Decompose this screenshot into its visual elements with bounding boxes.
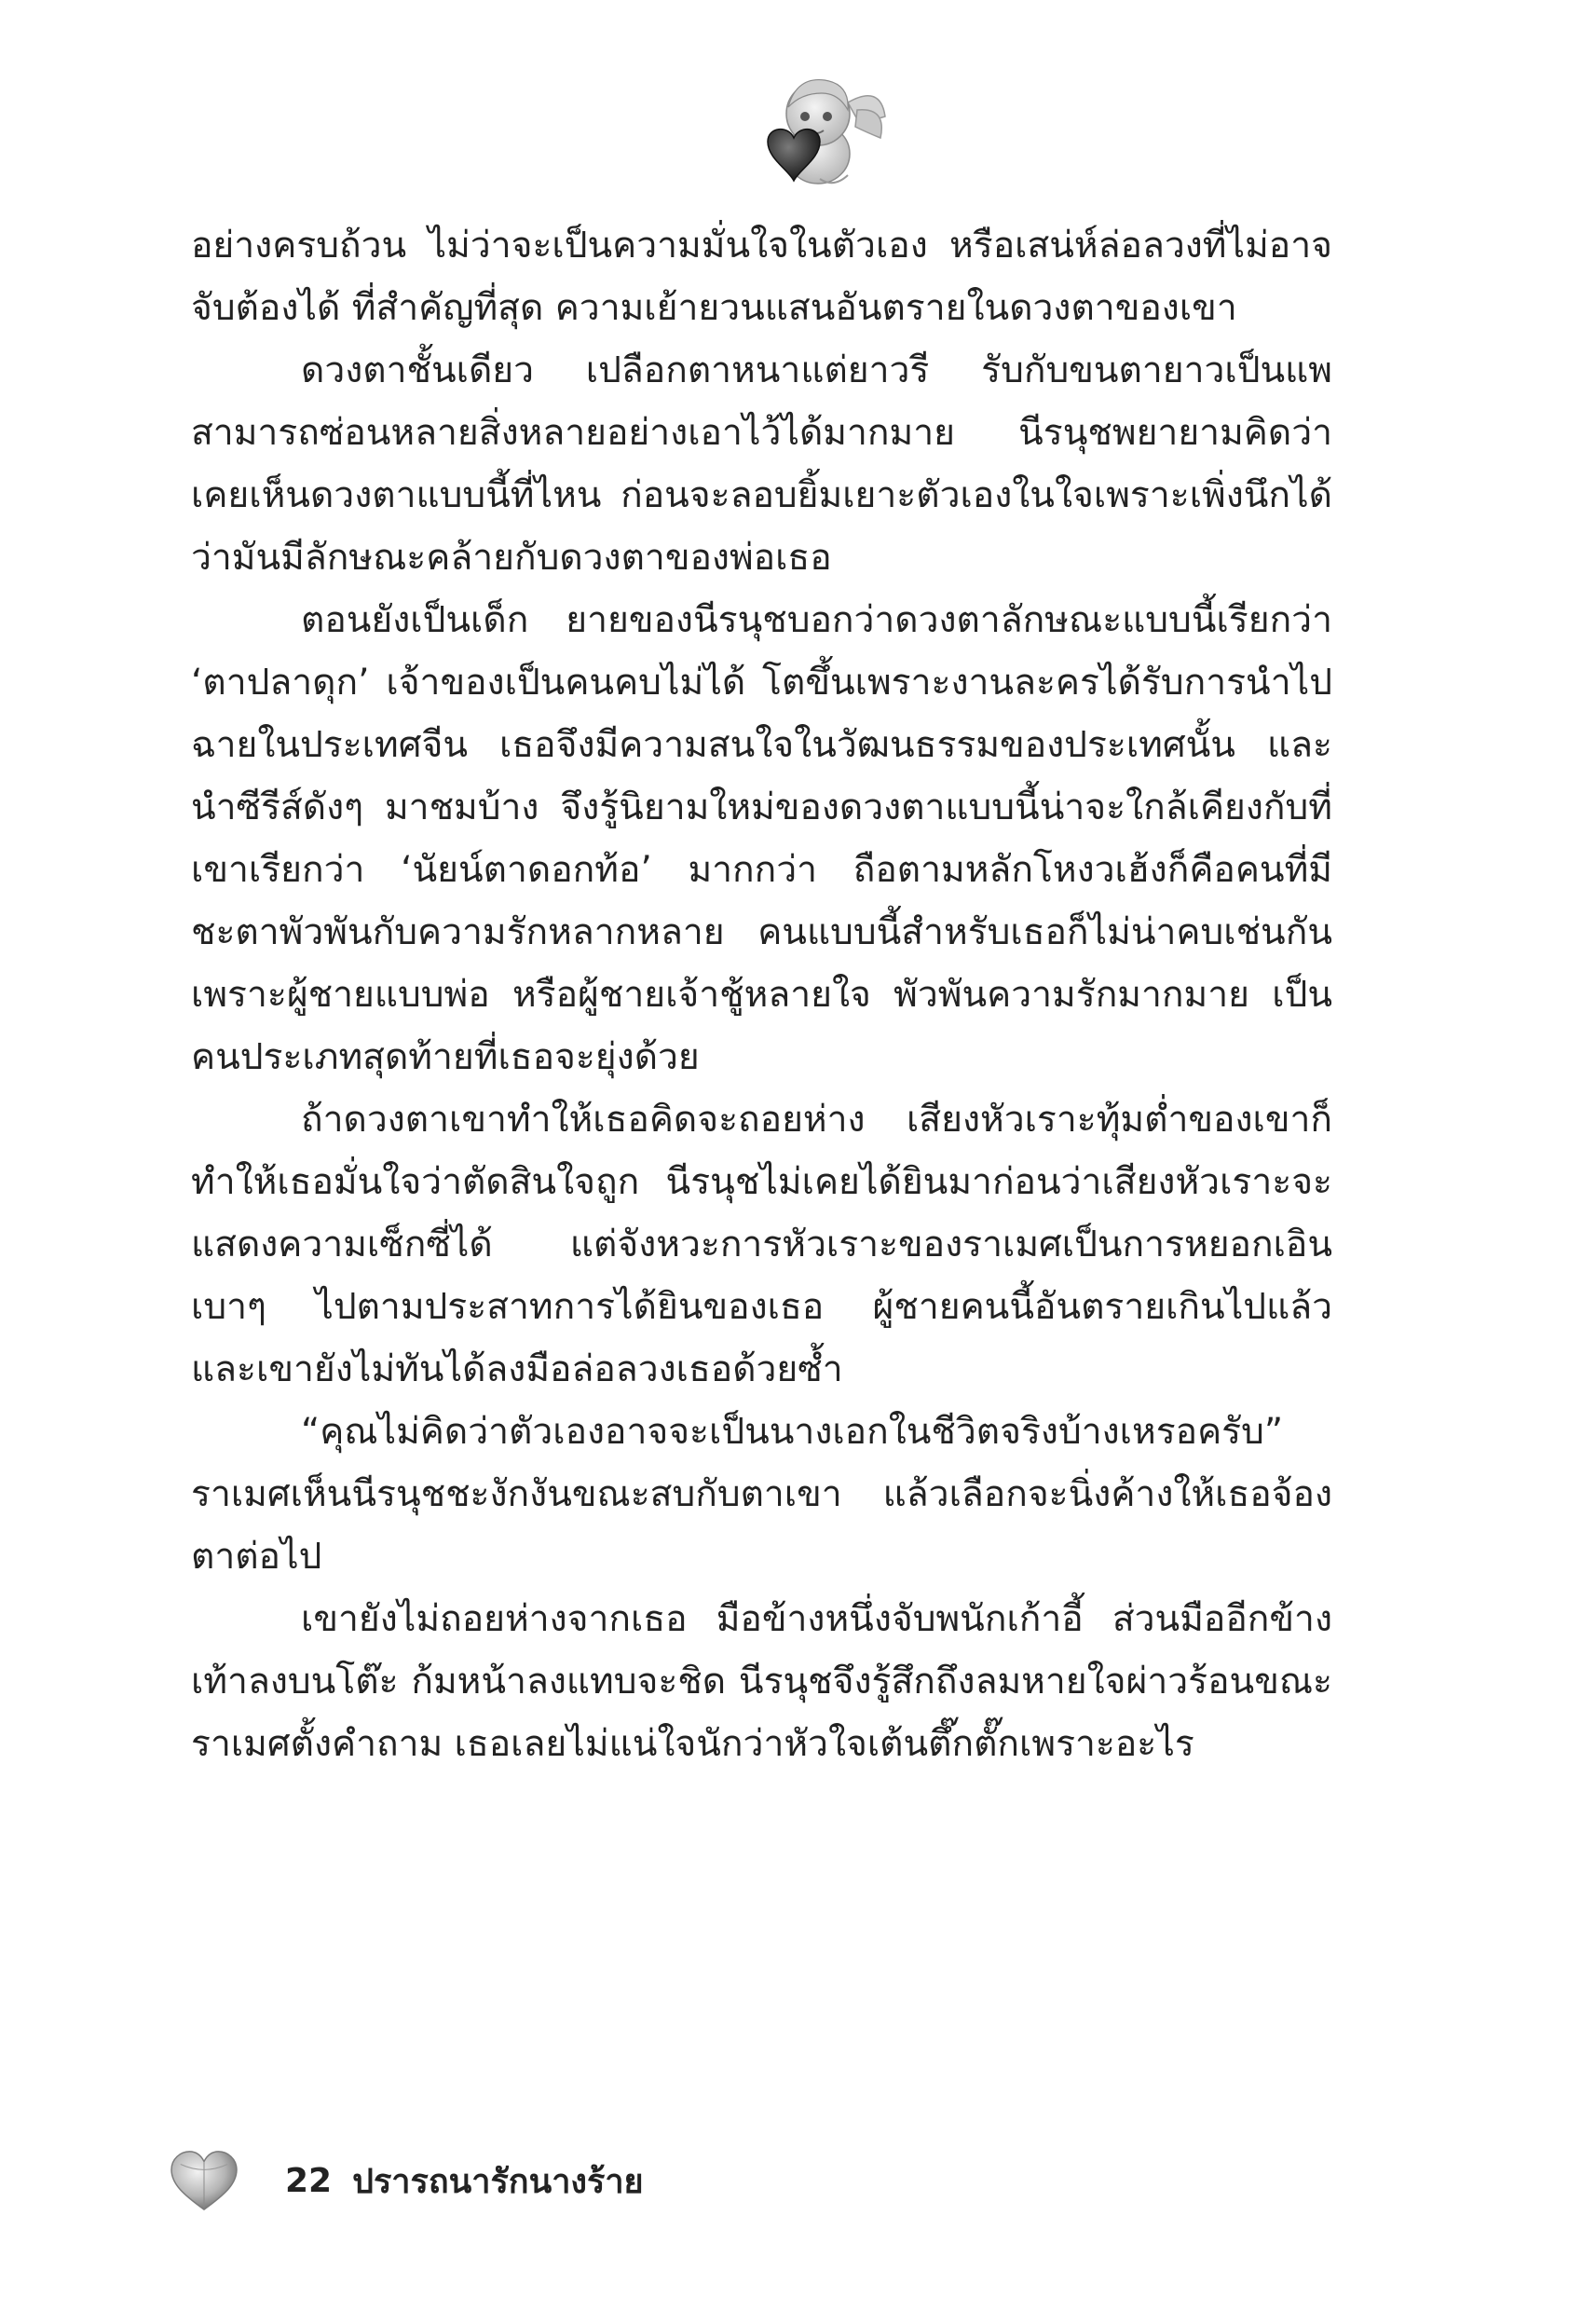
- body-text: [191, 214, 1332, 1775]
- paragraph-1: อย่างครบถ้วน ไม่ว่าจะเป็นความมั่นใจในตัวเอง หรือเสน่ห์ล่อลวงที่ไม่อาจจับต้องได้ ที่สำคัญที่สุด ความเย้ายวนแสนอันตรายในดวงตาของเขา: [191, 225, 1332, 329]
- paragraph-6: เขายังไม่ถอยห่างจากเธอ มือข้างหนึ่งจับพนักเก้าอี้ ส่วนมืออีกข้างเท้าลงบนโต๊ะ ก้มหน้าลงแทบจะชิด นีรนุชจึงรู้สึกถึงลมหายใจผ่าวร้อนขณะราเมศตั้งคำถาม เธอเลยไม่แน่ใจนักว่าหัวใจเต้นตึ๊กตั๊กเพราะอะไร: [191, 1598, 1332, 1765]
- page-footer: [168, 2143, 644, 2218]
- paragraph-3: ตอนยังเป็นเด็ก ยายของนีรนุชบอกว่าดวงตาลักษณะแบบนี้เรียกว่า ‘ตาปลาดุก’ เจ้าของเป็นคนคบไม่ได้ โตขึ้นเพราะงานละครได้รับการนำไปฉายในประเทศจีน เธอจึงมีความสนใจในวัฒนธรรมของประเทศนั้น และนำซีรีส์ดังๆ มาชมบ้าง จึงรู้นิยามใหม่ของดวงตาแบบนี้น่าจะใกล้เคียงกับที่เขาเรียกว่า ‘นัยน์ตาดอกท้อ’ มากกว่า ถือตามหลักโหงวเฮ้งก็คือคนที่มีชะตาพัวพันกับความรักหลากหลาย คนแบบนี้สำหรับเธอก็ไม่น่าคบเช่นกัน เพราะผู้ชายแบบพ่อ หรือผู้ชายเจ้าชู้หลายใจ พัวพันความรักมากมาย เป็นคนประเภทสุดท้ายที่เธอจะยุ่งด้วย: [191, 599, 1332, 1078]
- page-number: 22: [285, 2161, 333, 2200]
- paragraph-2: ดวงตาชั้นเดียว เปลือกตาหนาแต่ยาวรี รับกับขนตายาวเป็นแพ สามารถซ่อนหลายสิ่งหลายอย่างเอาไว้ได้มากมาย นีรนุชพยายามคิดว่าเคยเห็นดวงตาแบบนี้ที่ไหน ก่อนจะลอบยิ้มเยาะตัวเองในใจเพราะเพิ่งนึกได้ว่ามันมีลักษณะคล้ายกับดวงตาของพ่อเธอ: [191, 349, 1332, 579]
- book-title: ปรารถนารักนางร้าย: [352, 2162, 644, 2201]
- paragraph-4: ถ้าดวงตาเขาทำให้เธอคิดจะถอยห่าง เสียงหัวเราะทุ้มต่ำของเขาก็ทำให้เธอมั่นใจว่าตัดสินใจถูก นีรนุชไม่เคยได้ยินมาก่อนว่าเสียงหัวเราะจะแสดงความเซ็กซี่ได้ แต่จังหวะการหัวเราะของราเมศเป็นการหยอกเอินเบาๆ ไปตามประสาทการได้ยินของเธอ ผู้ชายคนนี้อันตรายเกินไปแล้ว และเขายังไม่ทันได้ลงมือล่อลวงเธอด้วยซ้ำ: [191, 1099, 1332, 1390]
- heart-icon: [168, 2148, 240, 2213]
- cupid-holding-heart-icon: [708, 65, 894, 196]
- paragraph-5: “คุณไม่คิดว่าตัวเองอาจจะเป็นนางเอกในชีวิตจริงบ้างเหรอครับ” ราเมศเห็นนีรนุชชะงักงันขณะสบกับตาเขา แล้วเลือกจะนิ่งค้างให้เธอจ้องตาต่อไป: [191, 1411, 1332, 1578]
